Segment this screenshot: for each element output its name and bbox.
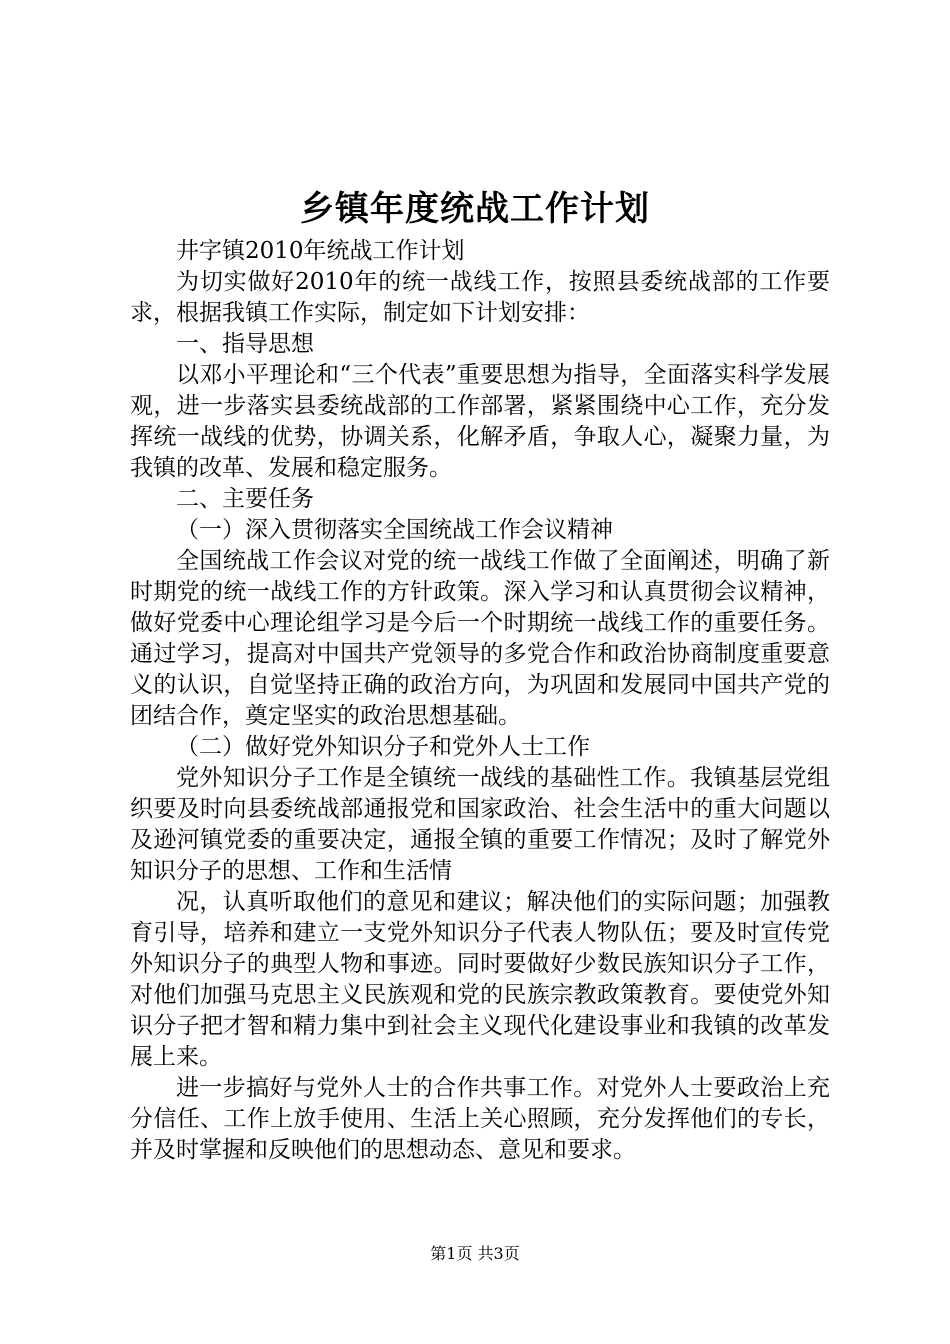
document-body — [130, 236, 830, 1166]
paragraph-guiding-thought: 以邓小平理论和“三个代表”重要思想为指导，全面落实科学发展观，进一步落实县委统战部的工作部署，紧紧围绕中心工作，充分发挥统一战线的优势，协调关系，化解矛盾，争取人心，凝聚力量，为我镇的改革、发展和稳定服务。 — [130, 362, 830, 481]
section-heading-main-tasks: 二、主要任务 — [176, 486, 314, 512]
paragraph-task-2a: 党外知识分子工作是全镇统一战线的基础性工作。我镇基层党组织要及时向县委统战部通报党和国家政治、社会生活中的重大问题以及逊河镇党委的重要决定，通报全镇的重要工作情况；及时了解党外知识分子的思想、工作和生活情 — [130, 765, 830, 884]
document-title: 乡镇年度统战工作计划 — [300, 189, 650, 229]
section-heading-guiding-thought: 一、指导思想 — [176, 331, 314, 357]
paragraph-task-1: 全国统战工作会议对党的统一战线工作做了全面阐述，明确了新时期党的统一战线工作的方针政策。深入学习和认真贯彻会议精神，做好党委中心理论组学习是今后一个时期统一战线工作的重要任务。通过学习，提高对中国共产党领导的多党合作和政治协商制度重要意义的认识，自觉坚持正确的政治方向，为巩固和发展同中国共产党的团结合作，奠定坚实的政治思想基础。 — [130, 548, 830, 729]
paragraph-subtitle: 井字镇2010年统战工作计划 — [176, 238, 465, 264]
paragraph-task-2c: 进一步搞好与党外人士的合作共事工作。对党外人士要政治上充分信任、工作上放手使用、生活上关心照顾，充分发挥他们的专长，并及时掌握和反映他们的思想动态、意见和要求。 — [130, 1075, 830, 1163]
page-footer: 第1页 共3页 — [430, 1244, 520, 1263]
subsection-heading-1: （一）深入贯彻落实全国统战工作会议精神 — [176, 517, 613, 543]
paragraph-intro: 为切实做好2010年的统一战线工作，按照县委统战部的工作要求，根据我镇工作实际，制定如下计划安排： — [130, 269, 830, 326]
paragraph-task-2b: 况，认真听取他们的意见和建议；解决他们的实际问题；加强教育引导，培养和建立一支党外知识分子代表人物队伍；要及时宣传党外知识分子的典型人物和事迹。同时要做好少数民族知识分子工作，对他们加强马克思主义民族观和党的民族宗教政策教育。要使党外知识分子把才智和精力集中到社会主义现代化建设事业和我镇的改革发展上来。 — [130, 889, 830, 1070]
subsection-heading-2: （二）做好党外知识分子和党外人士工作 — [176, 734, 590, 760]
